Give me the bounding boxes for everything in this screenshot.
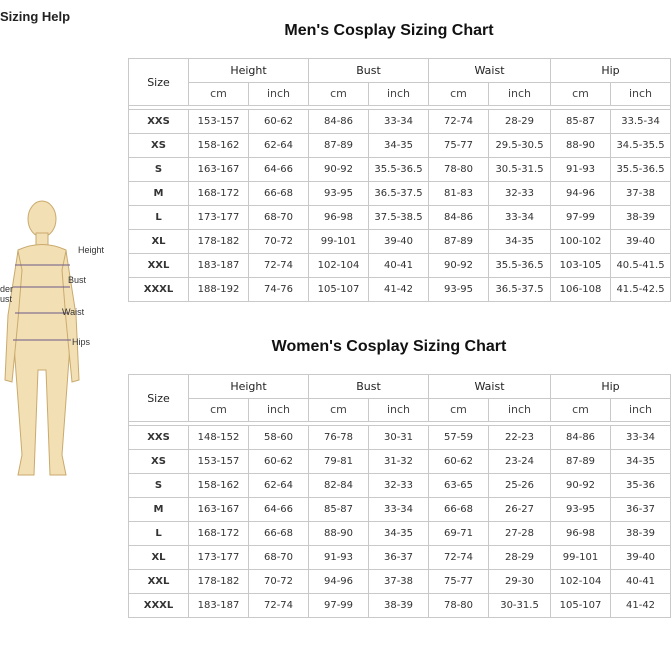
- size-label-cell: XXL: [129, 570, 189, 594]
- unit-header: inch: [611, 82, 671, 106]
- table-row: [129, 594, 671, 618]
- table-cell: 74-76: [249, 278, 309, 302]
- table-cell: 168-172: [189, 182, 249, 206]
- table-cell: 178-182: [189, 230, 249, 254]
- table-cell: 40.5-41.5: [611, 254, 671, 278]
- table-cell: 28-29: [489, 546, 551, 570]
- size-label-cell: XXXL: [129, 278, 189, 302]
- table-cell: 34-35: [489, 230, 551, 254]
- table-row: [129, 134, 671, 158]
- table-cell: 34-35: [369, 522, 429, 546]
- table-cell: 88-90: [551, 134, 611, 158]
- table-cell: 33-34: [369, 110, 429, 134]
- table-cell: 81-83: [429, 182, 489, 206]
- table-cell: 90-92: [429, 254, 489, 278]
- table-cell: 72-74: [429, 110, 489, 134]
- table-cell: 93-95: [551, 498, 611, 522]
- table-cell: 64-66: [249, 498, 309, 522]
- table-cell: 93-95: [429, 278, 489, 302]
- group-header: Waist: [429, 375, 551, 399]
- table-cell: 78-80: [429, 158, 489, 182]
- table-cell: 23-24: [489, 450, 551, 474]
- table-cell: 84-86: [551, 426, 611, 450]
- group-header: Height: [189, 59, 309, 83]
- table-cell: 75-77: [429, 134, 489, 158]
- table-cell: 37.5-38.5: [369, 206, 429, 230]
- table-cell: 39-40: [611, 230, 671, 254]
- table-cell: 72-74: [429, 546, 489, 570]
- table-cell: 30-31.5: [489, 594, 551, 618]
- table-cell: 93-95: [309, 182, 369, 206]
- table-cell: 102-104: [309, 254, 369, 278]
- table-cell: 33-34: [611, 426, 671, 450]
- table-cell: 163-167: [189, 498, 249, 522]
- table-row: [129, 278, 671, 302]
- hips-label: Hips: [72, 337, 91, 347]
- table-cell: 84-86: [309, 110, 369, 134]
- table-cell: 34-35: [611, 450, 671, 474]
- table-cell: 102-104: [551, 570, 611, 594]
- table-cell: 38-39: [611, 206, 671, 230]
- table-cell: 103-105: [551, 254, 611, 278]
- mens-size-table: [128, 58, 671, 302]
- table-cell: 38-39: [369, 594, 429, 618]
- table-cell: 39-40: [611, 546, 671, 570]
- size-label-cell: S: [129, 474, 189, 498]
- size-header: Size: [129, 375, 189, 422]
- table-cell: 99-101: [309, 230, 369, 254]
- table-cell: 66-68: [249, 522, 309, 546]
- table-row: [129, 570, 671, 594]
- table-cell: 35.5-36.5: [489, 254, 551, 278]
- table-header-row: [129, 375, 671, 399]
- size-label-cell: XL: [129, 546, 189, 570]
- table-cell: 60-62: [249, 450, 309, 474]
- table-row: [129, 522, 671, 546]
- table-cell: 33-34: [489, 206, 551, 230]
- table-cell: 36.5-37.5: [369, 182, 429, 206]
- unit-header: cm: [551, 398, 611, 422]
- size-label-cell: XXS: [129, 110, 189, 134]
- group-header: Height: [189, 375, 309, 399]
- unit-header: inch: [489, 398, 551, 422]
- table-cell: 153-157: [189, 110, 249, 134]
- table-cell: 62-64: [249, 474, 309, 498]
- table-cell: 37-38: [369, 570, 429, 594]
- unit-header: cm: [551, 82, 611, 106]
- table-row: [129, 110, 671, 134]
- unit-header: inch: [369, 82, 429, 106]
- table-cell: 70-72: [249, 230, 309, 254]
- womens-chart-title: Women's Cosplay Sizing Chart: [271, 338, 507, 355]
- table-cell: 60-62: [429, 450, 489, 474]
- table-cell: 34.5-35.5: [611, 134, 671, 158]
- table-cell: 41-42: [369, 278, 429, 302]
- table-cell: 82-84: [309, 474, 369, 498]
- size-label-cell: S: [129, 158, 189, 182]
- table-cell: 40-41: [611, 570, 671, 594]
- table-cell: 33-34: [369, 498, 429, 522]
- table-cell: 26-27: [489, 498, 551, 522]
- table-cell: 87-89: [429, 230, 489, 254]
- table-cell: 78-80: [429, 594, 489, 618]
- table-cell: 41.5-42.5: [611, 278, 671, 302]
- table-cell: 84-86: [429, 206, 489, 230]
- table-cell: 85-87: [309, 498, 369, 522]
- table-cell: 79-81: [309, 450, 369, 474]
- table-cell: 91-93: [551, 158, 611, 182]
- unit-header: cm: [429, 398, 489, 422]
- table-row: [129, 498, 671, 522]
- size-label-cell: XXL: [129, 254, 189, 278]
- unit-header: cm: [309, 82, 369, 106]
- table-cell: 85-87: [551, 110, 611, 134]
- size-label-cell: XS: [129, 450, 189, 474]
- female-silhouette-icon: [0, 195, 125, 495]
- table-cell: 88-90: [309, 522, 369, 546]
- table-cell: 39-40: [369, 230, 429, 254]
- table-cell: 97-99: [551, 206, 611, 230]
- table-cell: 66-68: [429, 498, 489, 522]
- unit-header: inch: [489, 82, 551, 106]
- table-cell: 35.5-36.5: [611, 158, 671, 182]
- table-cell: 29.5-30.5: [489, 134, 551, 158]
- unit-header: cm: [309, 398, 369, 422]
- table-header-row: [129, 59, 671, 83]
- table-cell: 188-192: [189, 278, 249, 302]
- table-row: [129, 426, 671, 450]
- unit-header: inch: [249, 398, 309, 422]
- table-cell: 105-107: [309, 278, 369, 302]
- table-cell: 38-39: [611, 522, 671, 546]
- womens-size-table: [128, 374, 671, 618]
- height-label: Height: [78, 245, 105, 255]
- table-cell: 72-74: [249, 594, 309, 618]
- table-cell: 69-71: [429, 522, 489, 546]
- size-label-cell: XXXL: [129, 594, 189, 618]
- table-cell: 76-78: [309, 426, 369, 450]
- table-cell: 105-107: [551, 594, 611, 618]
- group-header: Bust: [309, 59, 429, 83]
- mens-chart-title: Men's Cosplay Sizing Chart: [284, 22, 494, 39]
- underbust-label: ust: [0, 294, 13, 304]
- table-cell: 153-157: [189, 450, 249, 474]
- table-cell: 41-42: [611, 594, 671, 618]
- shoulder-label: der: [0, 284, 14, 294]
- table-cell: 40-41: [369, 254, 429, 278]
- table-cell: 35.5-36.5: [369, 158, 429, 182]
- size-label-cell: L: [129, 522, 189, 546]
- unit-header: cm: [429, 82, 489, 106]
- table-cell: 30.5-31.5: [489, 158, 551, 182]
- unit-header: inch: [249, 82, 309, 106]
- table-row: [129, 546, 671, 570]
- unit-header: inch: [369, 398, 429, 422]
- size-label-cell: L: [129, 206, 189, 230]
- table-cell: 173-177: [189, 546, 249, 570]
- body-measurement-figure: [0, 195, 125, 495]
- size-label-cell: XXS: [129, 426, 189, 450]
- table-cell: 25-26: [489, 474, 551, 498]
- unit-header: inch: [611, 398, 671, 422]
- table-unit-row: [129, 82, 671, 106]
- size-label-cell: M: [129, 182, 189, 206]
- table-row: [129, 254, 671, 278]
- table-cell: 66-68: [249, 182, 309, 206]
- table-cell: 63-65: [429, 474, 489, 498]
- table-cell: 34-35: [369, 134, 429, 158]
- table-cell: 72-74: [249, 254, 309, 278]
- table-cell: 29-30: [489, 570, 551, 594]
- table-cell: 173-177: [189, 206, 249, 230]
- table-cell: 70-72: [249, 570, 309, 594]
- table-cell: 148-152: [189, 426, 249, 450]
- table-cell: 35-36: [611, 474, 671, 498]
- table-cell: 36.5-37.5: [489, 278, 551, 302]
- bust-label: Bust: [68, 275, 87, 285]
- table-cell: 36-37: [611, 498, 671, 522]
- table-row: [129, 182, 671, 206]
- table-cell: 94-96: [309, 570, 369, 594]
- table-cell: 106-108: [551, 278, 611, 302]
- table-cell: 33.5-34: [611, 110, 671, 134]
- table-cell: 58-60: [249, 426, 309, 450]
- table-cell: 97-99: [309, 594, 369, 618]
- table-cell: 96-98: [551, 522, 611, 546]
- table-cell: 62-64: [249, 134, 309, 158]
- table-cell: 168-172: [189, 522, 249, 546]
- table-cell: 99-101: [551, 546, 611, 570]
- table-row: [129, 474, 671, 498]
- table-cell: 36-37: [369, 546, 429, 570]
- size-label-cell: M: [129, 498, 189, 522]
- table-cell: 90-92: [551, 474, 611, 498]
- table-cell: 91-93: [309, 546, 369, 570]
- group-header: Hip: [551, 375, 671, 399]
- table-cell: 183-187: [189, 254, 249, 278]
- table-cell: 64-66: [249, 158, 309, 182]
- waist-label: Waist: [62, 307, 85, 317]
- table-unit-row: [129, 398, 671, 422]
- page-title: Sizing Help: [0, 9, 71, 24]
- table-cell: 28-29: [489, 110, 551, 134]
- size-header: Size: [129, 59, 189, 106]
- unit-header: cm: [189, 82, 249, 106]
- table-cell: 27-28: [489, 522, 551, 546]
- table-cell: 158-162: [189, 134, 249, 158]
- table-row: [129, 450, 671, 474]
- table-cell: 68-70: [249, 546, 309, 570]
- table-cell: 32-33: [369, 474, 429, 498]
- group-header: Hip: [551, 59, 671, 83]
- table-cell: 68-70: [249, 206, 309, 230]
- table-cell: 75-77: [429, 570, 489, 594]
- size-label-cell: XS: [129, 134, 189, 158]
- table-row: [129, 158, 671, 182]
- table-cell: 32-33: [489, 182, 551, 206]
- table-cell: 163-167: [189, 158, 249, 182]
- table-cell: 87-89: [309, 134, 369, 158]
- table-cell: 22-23: [489, 426, 551, 450]
- table-cell: 100-102: [551, 230, 611, 254]
- group-header: Waist: [429, 59, 551, 83]
- table-cell: 57-59: [429, 426, 489, 450]
- table-cell: 158-162: [189, 474, 249, 498]
- table-cell: 30-31: [369, 426, 429, 450]
- table-cell: 96-98: [309, 206, 369, 230]
- size-label-cell: XL: [129, 230, 189, 254]
- table-cell: 87-89: [551, 450, 611, 474]
- table-cell: 183-187: [189, 594, 249, 618]
- table-row: [129, 206, 671, 230]
- table-cell: 31-32: [369, 450, 429, 474]
- unit-header: cm: [189, 398, 249, 422]
- table-cell: 90-92: [309, 158, 369, 182]
- table-row: [129, 230, 671, 254]
- table-cell: 37-38: [611, 182, 671, 206]
- table-cell: 94-96: [551, 182, 611, 206]
- table-cell: 60-62: [249, 110, 309, 134]
- table-cell: 178-182: [189, 570, 249, 594]
- group-header: Bust: [309, 375, 429, 399]
